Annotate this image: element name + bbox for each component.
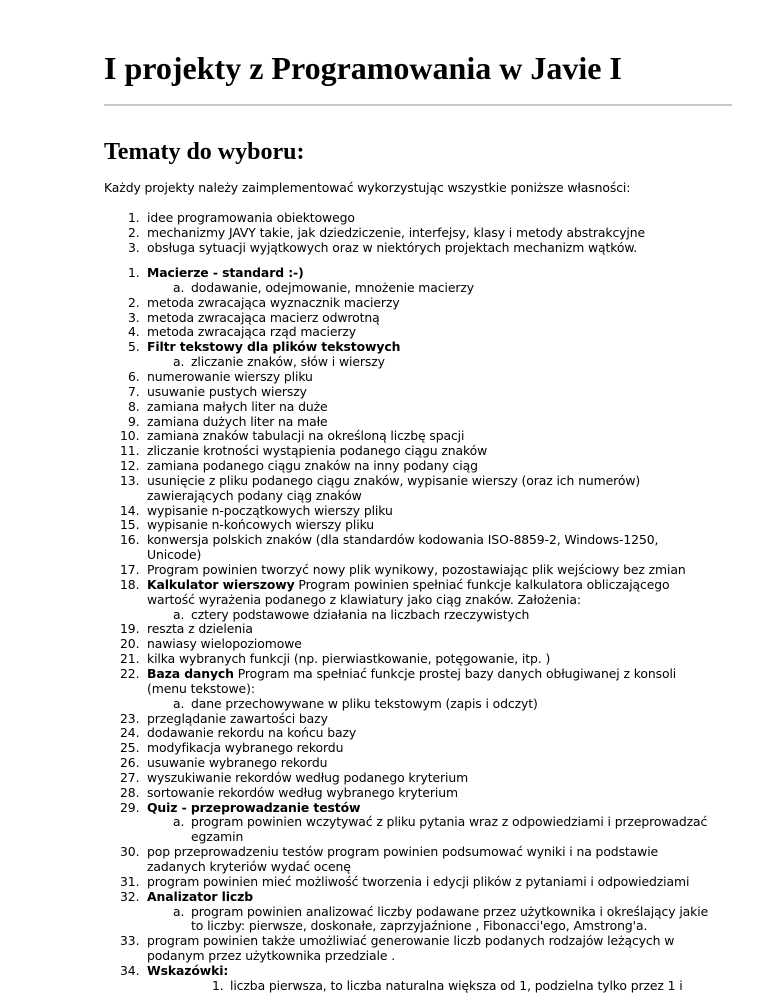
list-item-text: wypisanie n-końcowych wierszy pliku	[147, 517, 375, 532]
list-item-text: zliczanie znaków, słów i wierszy	[191, 354, 385, 369]
list-item-text: dane przechowywane w pliku tekstowym (zapis i odczyt)	[191, 696, 538, 711]
list-item-number: a.	[173, 814, 185, 829]
list-item	[120, 651, 550, 666]
list-item	[120, 443, 487, 458]
list-item-text: to liczby: pierwsze, doskonałe, zaprzyjaźnione , Fibonacci'ego, Amstrong'a.	[191, 918, 648, 933]
list-item-number: a.	[173, 280, 185, 295]
list-item	[120, 503, 393, 518]
list-item-number: 21.	[120, 651, 140, 666]
list-item-number: 10.	[120, 428, 140, 443]
list-item-text: przeglądanie zawartości bazy	[147, 711, 328, 726]
list-item-text: program powinien analizować liczby podawane przez użytkownika i określający jakie	[191, 904, 709, 919]
list-item-number: 1.	[128, 210, 140, 225]
list-item	[147, 859, 351, 874]
list-item-text: Program ma spełniać funkcje prostej bazy danych obługiwanej z konsoli	[233, 666, 677, 681]
list-item-number: a.	[173, 696, 185, 711]
list-item	[128, 324, 356, 339]
list-item	[128, 225, 645, 240]
list-item	[128, 310, 380, 325]
list-item-number: 6.	[128, 369, 140, 384]
list-item	[147, 592, 581, 607]
section-heading: Tematy do wyboru:	[104, 139, 305, 165]
list-item	[128, 339, 400, 354]
list-item-number: 27.	[120, 770, 140, 785]
list-item-text: program powinien mieć możliwość tworzenia i edycji plików z pytaniami i odpowiedziami	[147, 874, 690, 889]
list-item	[173, 904, 708, 919]
list-item-text: program powinien wczytywać z pliku pytania wraz z odpowiedziami i przeprowadzać	[191, 814, 708, 829]
list-item-text: nawiasy wielopoziomowe	[147, 636, 302, 651]
list-item-text: obsługa sytuacji wyjątkowych oraz w niektórych projektach mechanizm wątków.	[147, 240, 638, 255]
list-item-number: 12.	[120, 458, 140, 473]
list-item	[120, 800, 360, 815]
list-item	[120, 666, 676, 681]
list-item-number: 16.	[120, 532, 140, 547]
list-item-number: 31.	[120, 874, 140, 889]
list-item	[120, 517, 374, 532]
list-item-text: wypisanie n-początkowych wierszy pliku	[147, 503, 393, 518]
list-item-number: 28.	[120, 785, 140, 800]
list-item-text: modyfikacja wybranego rekordu	[147, 740, 344, 755]
list-item-text: (menu tekstowe):	[147, 681, 255, 696]
list-item	[173, 814, 707, 829]
list-item	[128, 414, 328, 429]
list-item-text: numerowanie wierszy pliku	[147, 369, 313, 384]
list-item	[128, 369, 313, 384]
list-item-number: 34.	[120, 963, 140, 978]
list-item	[120, 770, 468, 785]
list-item-text: zamiana podanego ciągu znaków na inny podany ciąg	[147, 458, 478, 473]
intro-paragraph: Każdy projekty należy zaimplementować wykorzystując wszystkie poniższe własności:	[104, 180, 631, 195]
horizontal-rule	[104, 104, 732, 106]
list-item-text: program powinien także umożliwiać generowanie liczb podanych rodzajów leżących w	[147, 933, 675, 948]
list-item-number: 14.	[120, 503, 140, 518]
list-item-number: 26.	[120, 755, 140, 770]
list-item	[120, 621, 253, 636]
list-item-text: zawierających podany ciąg znaków	[147, 488, 362, 503]
list-item	[147, 488, 362, 503]
list-item-number: 25.	[120, 740, 140, 755]
list-item	[128, 265, 304, 280]
list-item	[191, 918, 647, 933]
list-item-text: cztery podstawowe działania na liczbach rzeczywistych	[191, 607, 530, 622]
list-item-text: podanym przez użytkownika przedziale .	[147, 948, 396, 963]
list-item-text: metoda zwracająca wyznacznik macierzy	[147, 295, 400, 310]
list-item-heading: Quiz - przeprowadzanie testów	[147, 800, 361, 815]
list-item-number: 30.	[120, 844, 140, 859]
list-item	[147, 948, 395, 963]
list-item-text: dodawanie, odejmowanie, mnożenie macierzy	[191, 280, 474, 295]
list-item-text: usuwanie wybranego rekordu	[147, 755, 328, 770]
list-item-text: pop przeprowadzeniu testów program powinien podsumować wyniki i na podstawie	[147, 844, 659, 859]
list-item-text: Program powinien tworzyć nowy plik wynikowy, pozostawiając plik wejściowy bez zmian	[147, 562, 686, 577]
list-item	[147, 547, 201, 562]
list-item-number: 24.	[120, 725, 140, 740]
list-item-heading: Kalkulator wierszowy	[147, 577, 295, 592]
list-item	[120, 889, 253, 904]
list-item-number: 8.	[128, 399, 140, 414]
list-item	[120, 473, 640, 488]
list-item	[128, 295, 400, 310]
list-item	[128, 384, 307, 399]
list-item-heading: Filtr tekstowy dla plików tekstowych	[147, 339, 401, 354]
list-item	[120, 636, 302, 651]
list-item	[120, 458, 478, 473]
list-item-text: zamiana znaków tabulacji na określoną liczbę spacji	[147, 428, 465, 443]
list-item-number: 3.	[128, 310, 140, 325]
list-item-text: usunięcie z pliku podanego ciągu znaków, wypisanie wierszy (oraz ich numerów)	[147, 473, 641, 488]
list-item-heading: Wskazówki:	[147, 963, 229, 978]
list-item	[120, 933, 674, 948]
list-item-text: usuwanie pustych wierszy	[147, 384, 307, 399]
list-item-heading: Baza danych	[147, 666, 234, 681]
list-item-number: 5.	[128, 339, 140, 354]
list-item	[120, 785, 458, 800]
list-item	[120, 725, 356, 740]
list-item-text: mechanizmy JAVY takie, jak dziedziczenie, interfejsy, klasy i metody abstrakcyjne	[147, 225, 646, 240]
list-item-text: dodawanie rekordu na końcu bazy	[147, 725, 357, 740]
list-item	[173, 354, 385, 369]
list-item-number: 32.	[120, 889, 140, 904]
list-item	[173, 280, 474, 295]
list-item-number: 9.	[128, 414, 140, 429]
list-item-text: wyszukiwanie rekordów według podanego kryterium	[147, 770, 469, 785]
list-item-heading: Analizator liczb	[147, 889, 254, 904]
list-item-number: 17.	[120, 562, 140, 577]
list-item	[120, 740, 343, 755]
list-item	[191, 829, 243, 844]
list-item-text: liczba pierwsza, to liczba naturalna większa od 1, podzielna tylko przez 1 i	[230, 978, 683, 993]
list-item	[173, 607, 529, 622]
list-item-text: egzamin	[191, 829, 244, 844]
list-item-number: 2.	[128, 225, 140, 240]
list-item-text: metoda zwracająca rząd macierzy	[147, 324, 357, 339]
page-title: I projekty z Programowania w Javie I	[104, 50, 622, 86]
list-item-text: konwersja polskich znaków (dla standardów kodowania ISO-8859-2, Windows-1250,	[147, 532, 659, 547]
list-item-number: 29.	[120, 800, 140, 815]
list-item-text: zamiana dużych liter na małe	[147, 414, 328, 429]
list-item	[120, 562, 686, 577]
list-item-number: 4.	[128, 324, 140, 339]
list-item-number: 1.	[128, 265, 140, 280]
list-item-number: 20.	[120, 636, 140, 651]
list-item-text: sortowanie rekordów według wybranego kryterium	[147, 785, 458, 800]
list-item-number: 3.	[128, 240, 140, 255]
list-item-text: zliczanie krotności wystąpienia podanego ciągu znaków	[147, 443, 488, 458]
list-item-number: a.	[173, 607, 185, 622]
list-item	[120, 755, 327, 770]
list-item-text: kilka wybranych funkcji (np. pierwiastkowanie, potęgowanie, itp. )	[147, 651, 551, 666]
list-item-text: idee programowania obiektowego	[147, 210, 355, 225]
list-item	[120, 844, 658, 859]
list-item-number: 11.	[120, 443, 140, 458]
list-item-number: 15.	[120, 517, 140, 532]
list-item-heading: Macierze - standard :-)	[147, 265, 304, 280]
list-item-text: zamiana małych liter na duże	[147, 399, 328, 414]
list-item-number: 1.	[212, 978, 224, 993]
list-item-text: metoda zwracająca macierz odwrotną	[147, 310, 380, 325]
list-item-number: 18.	[120, 577, 140, 592]
list-item	[128, 240, 637, 255]
list-item	[128, 399, 328, 414]
list-item-text: wartość wyrażenia podanego z klawiatury jako ciąg znaków. Założenia:	[147, 592, 581, 607]
list-item	[147, 681, 255, 696]
list-item-number: 22.	[120, 666, 140, 681]
list-item-text: zadanych kryteriów wydać ocenę	[147, 859, 351, 874]
list-item-number: 33.	[120, 933, 140, 948]
list-item	[128, 210, 355, 225]
list-item-text: Program powinien spełniać funkcje kalkulatora obliczającego	[294, 577, 670, 592]
list-item	[173, 696, 538, 711]
list-item	[120, 532, 658, 547]
list-item-number: 7.	[128, 384, 140, 399]
list-item-number: 19.	[120, 621, 140, 636]
list-item-number: 13.	[120, 473, 140, 488]
list-item	[212, 978, 683, 993]
list-item	[120, 428, 464, 443]
list-item-text: Unicode)	[147, 547, 202, 562]
list-item	[120, 963, 228, 978]
list-item-number: 23.	[120, 711, 140, 726]
list-item	[120, 577, 670, 592]
list-item-number: a.	[173, 354, 185, 369]
list-item	[120, 874, 689, 889]
list-item-number: 2.	[128, 295, 140, 310]
list-item-text: reszta z dzielenia	[147, 621, 253, 636]
list-item-number: a.	[173, 904, 185, 919]
list-item	[120, 711, 328, 726]
